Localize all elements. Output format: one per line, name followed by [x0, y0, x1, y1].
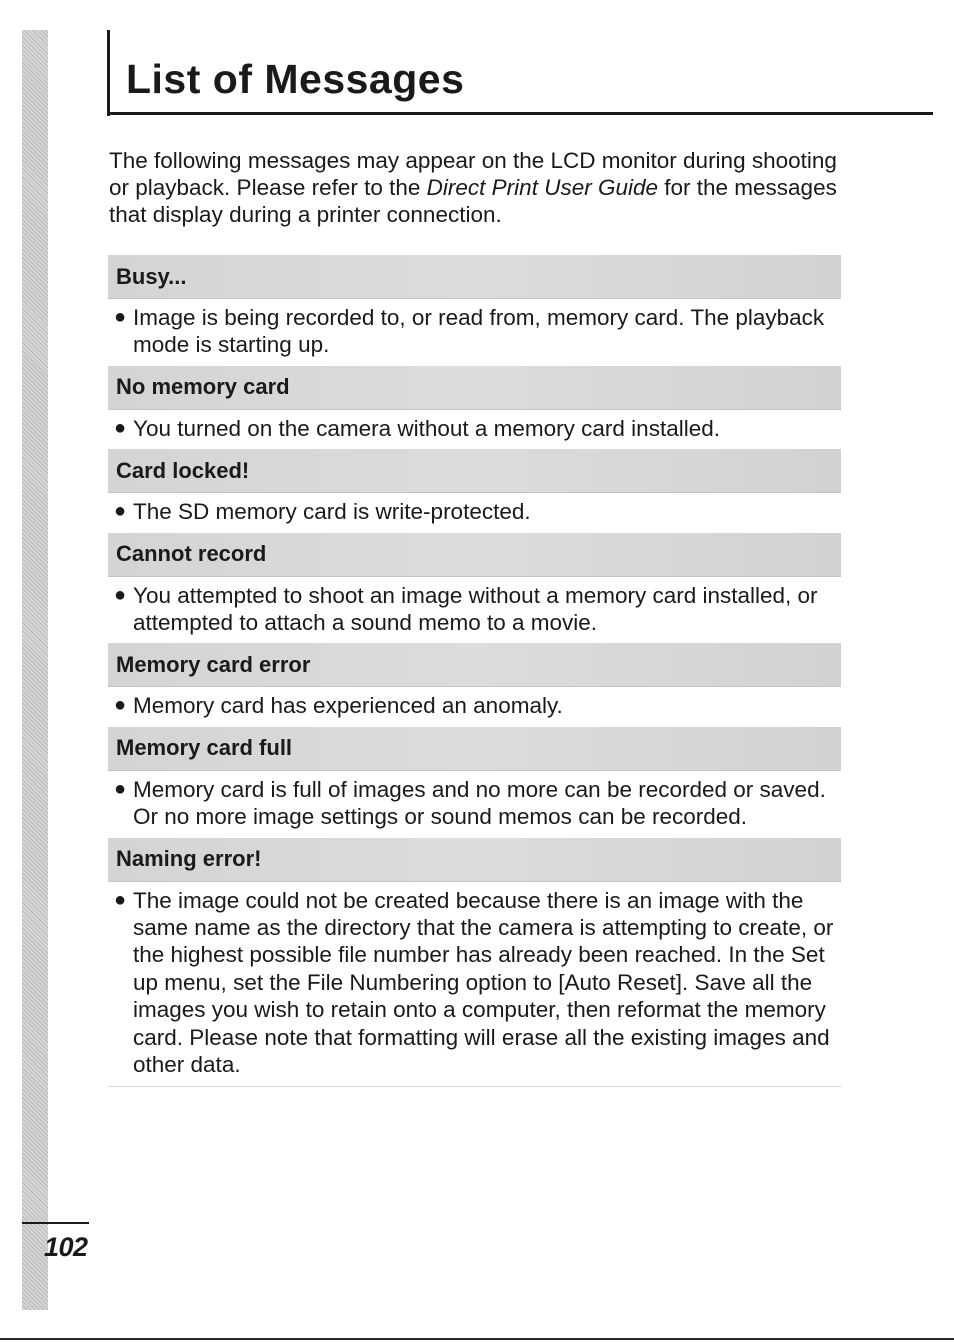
bullet-icon: ● [114, 888, 127, 911]
message-text: The SD memory card is write-protected. [133, 499, 531, 525]
message-text: The image could not be created because there is an image with the same name as the directory that the camera is attempting to create, or the highest possible file number has already been reached. In the Set up menu, set the File Numbering option to [Auto Reset]. Save all the images you wish to retain onto a computer, then reformat the memory card. Please note that formatting will erase all the existing images and other data. [133, 887, 834, 1078]
message-heading-memory-card-error: Memory card error [108, 643, 841, 687]
bullet-icon: ● [114, 500, 127, 523]
message-description-busy [108, 299, 841, 366]
bullet-icon: ● [114, 694, 127, 717]
title-horizontal-rule [107, 112, 933, 115]
intro-paragraph [109, 147, 849, 229]
message-heading-memory-card-full: Memory card full [108, 727, 841, 771]
message-text: Image is being recorded to, or read from, memory card. The playback mode is starting up. [133, 305, 825, 358]
message-description-memory-card-full [108, 771, 841, 838]
page-number: 102 [44, 1232, 88, 1262]
intro-text-part1: The following messages may appear on the LCD monitor during shooting or playback. Please refer to the [109, 148, 837, 201]
message-heading-no-memory-card: No memory card [108, 366, 841, 410]
intro-guide-title: Direct Print User Guide [426, 175, 658, 201]
intro-text-part2: for the messages that display during a printer connection. [109, 175, 837, 228]
bullet-icon: ● [114, 416, 127, 439]
bullet-icon: ● [114, 777, 127, 800]
bullet-icon: ● [114, 583, 127, 606]
message-description-no-memory-card [108, 410, 841, 449]
bullet-icon: ● [114, 306, 127, 328]
message-description-naming-error [108, 882, 841, 1087]
page-bottom-edge [0, 1338, 954, 1340]
message-text: You turned on the camera without a memory card installed. [133, 415, 720, 441]
message-heading-card-locked: Card locked! [108, 449, 841, 493]
message-heading-busy: Busy... [108, 255, 841, 299]
message-description-cannot-record [108, 577, 841, 644]
message-text: You attempted to shoot an image without a memory card installed, or attempted to attach a sound memo to a movie. [133, 582, 818, 636]
message-heading-cannot-record: Cannot record [108, 533, 841, 577]
page-number-rule [22, 1222, 89, 1224]
message-description-card-locked [108, 493, 841, 532]
message-description-memory-card-error [108, 687, 841, 726]
message-text: Memory card is full of images and no more can be recorded or saved. Or no more image settings or sound memos can be recorded. [133, 776, 826, 830]
page-title: List of Messages [126, 56, 465, 102]
message-text: Memory card has experienced an anomaly. [133, 693, 563, 719]
message-heading-naming-error: Naming error! [108, 838, 841, 882]
title-vertical-rule [107, 30, 110, 116]
side-margin-strip [22, 30, 48, 1310]
message-list [108, 255, 841, 1087]
